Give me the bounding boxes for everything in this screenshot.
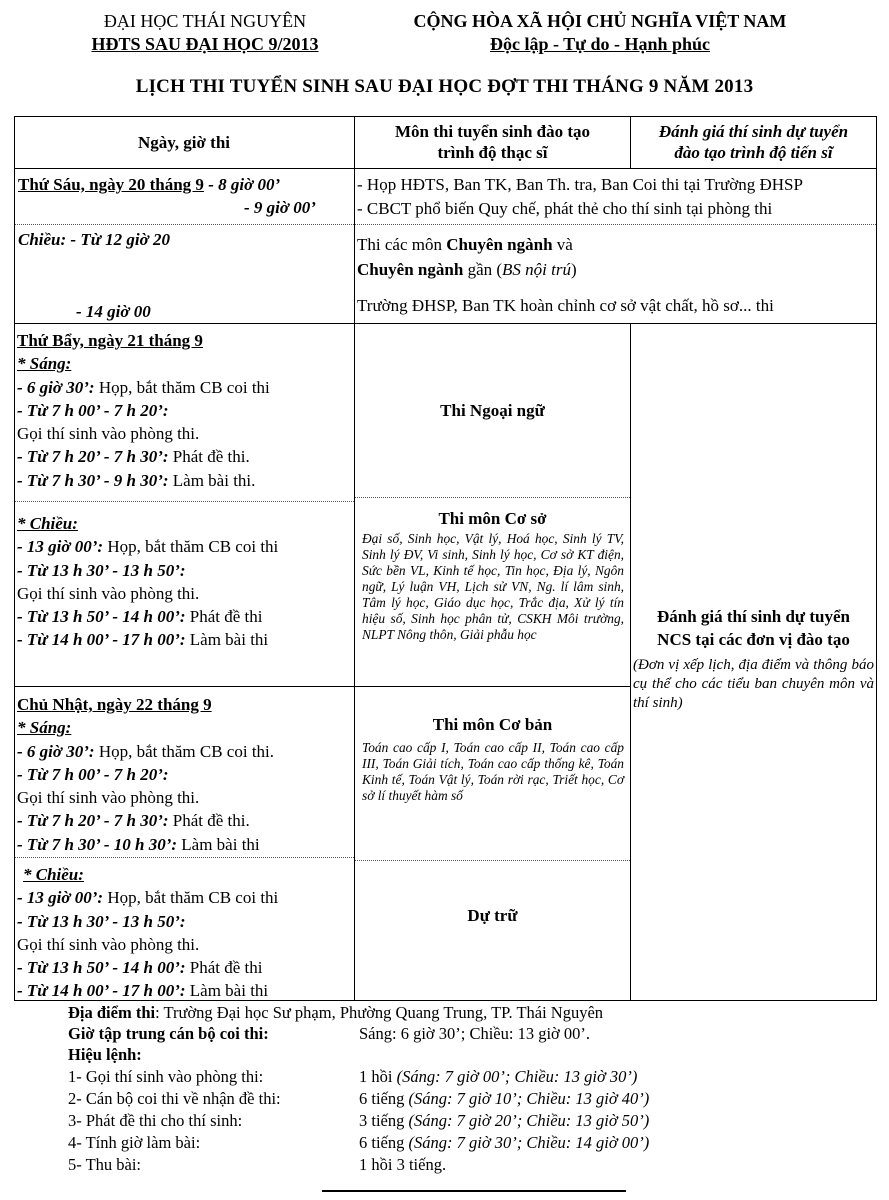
friday-activity-4a: Chuyên ngành [357,260,464,279]
sunday-m3-time: - Từ 7 h 20’ - 7 h 30’: [17,811,169,831]
sunday-m1-time: - 6 giờ 30’: [17,741,95,761]
saturday-afternoon-3 [17,605,353,628]
foreign-language-exam: Thi Ngoại ngữ [440,401,545,420]
friday-activity-3c: và [552,235,573,254]
gather-time-label: Giờ tập trung cán bộ coi thi: [68,1024,269,1043]
signal-2-time: (Sáng: 7 giờ 10’; Chiều: 13 giờ 40’) [408,1089,650,1108]
reserve-slot: Dự trữ [467,906,518,925]
signal-4-count: 6 tiếng [359,1133,409,1152]
sunday-row-divider [14,686,631,687]
friday-activity-2: - CBCT phổ biến Quy chế, phát thẻ cho thí sinh tại phòng thi [357,199,773,218]
friday-time-2: - 9 giờ 00’ [244,198,316,217]
table-border-top [14,116,876,117]
saturday-morning-1 [17,376,353,399]
saturday-a2-time: - Từ 13 h 30’ - 13 h 50’: [17,560,186,580]
org-name: ĐẠI HỌC THÁI NGUYÊN [103,11,307,31]
base-subject-title: Thi môn Cơ sở [438,509,547,528]
saturday-m3-desc: Phát đề thi. [168,447,250,467]
signal-3-value [359,1111,649,1131]
signals-label: Hiệu lệnh: [68,1045,142,1064]
saturday-morning-4 [17,469,353,492]
saturday-afternoon-schedule [17,512,353,652]
sunday-m4-time: - Từ 7 h 30’ - 10 h 30’: [17,834,178,854]
friday-activity-4d: ) [570,260,577,279]
base-subject-divider [355,497,630,498]
friday-activity-5: Trường ĐHSP, Ban TK hoàn chỉnh cơ sở vật chất, hồ sơ... thi [357,296,774,315]
sunday-afternoon-1 [17,886,353,909]
location-label: Địa điểm thi [68,1003,156,1022]
saturday-a4-desc: Làm bài thi [185,630,269,650]
closing-rule [322,1190,626,1192]
sunday-m1-desc: Họp, bắt thăm CB coi thi. [94,741,275,761]
sunday-m2-desc: Gọi thí sinh vào phòng thi. [17,788,200,808]
saturday-m3-time: - Từ 7 h 20’ - 7 h 30’: [17,447,169,467]
base-subject-list: Đại số, Sinh học, Vật lý, Hoá học, Sinh lý TV, Sinh lý ĐV, Vi sinh, Sinh lý học, Cơ sở KT điện, Sức bền VL, Kinh tế học, Tin học, Địa lý, Ngôn ngữ, Lý luận VH, Lịch sử VN, Ng. lí lâm sinh, Tâm lý học, Giáo dục học, Trắc địa, Xử lý tín hiệu số, Sinh học phân tử, CSKH Môi trường, NLPT Nông thôn, Giải phẫu học [362,531,624,642]
header-row-divider [14,168,877,169]
friday-activity-1: - Họp HĐTS, Ban TK, Ban Th. tra, Ban Coi thi tại Trường ĐHSP [357,175,803,194]
table-border-left [14,116,15,1000]
column-divider-1 [354,116,355,1000]
sunday-a4-time: - Từ 14 h 00’ - 17 h 00’: [17,981,186,1001]
sunday-a3-time: - Từ 13 h 50’ - 14 h 00’: [17,958,186,978]
signal-1-time: (Sáng: 7 giờ 00’; Chiều: 13 giờ 30’) [396,1067,638,1086]
sunday-afternoon-schedule [17,863,353,1003]
signal-3-count: 3 tiếng [359,1111,409,1130]
saturday-a3-desc: Phát đề thi [185,607,263,627]
core-subject-list: Toán cao cấp I, Toán cao cấp II, Toán cao cấp III, Toán Giải tích, Toán cao cấp thống kê, Toán Kinh tế, Toán Vật lý, Toán rời rạc, Triết học, Cơ sở lí thuyết hàm số [362,740,624,803]
sunday-afternoon: * Chiều: [23,865,84,884]
friday-activity-3b: Chuyên ngành [446,235,553,254]
saturday-m2-time: - Từ 7 h 00’ - 7 h 20’: [17,400,169,420]
reserve-divider [355,860,630,861]
sunday-morning-4 [17,833,353,856]
saturday-afternoon-divider [15,501,354,502]
saturday-afternoon-4 [17,628,353,651]
sunday-date: Chủ Nhật, ngày 22 tháng 9 [17,695,212,714]
sunday-a1-desc: Họp, bắt thăm CB coi thi [103,888,279,908]
saturday-morning: * Sáng: [17,354,72,374]
signal-2-value [359,1089,649,1109]
signal-4-value [359,1133,649,1153]
council-name: HĐTS SAU ĐẠI HỌC 9/2013 [91,34,319,54]
saturday-a2-desc: Gọi thí sinh vào phòng thi. [17,583,200,603]
location-value: : Trường Đại học Sư phạm, Phường Quang Trung, TP. Thái Nguyên [155,1003,604,1022]
col-header-masters [355,121,630,163]
motto: Độc lập - Tự do - Hạnh phúc [489,34,711,54]
exam-location [68,1003,603,1023]
core-subject-title: Thi môn Cơ bản [432,715,553,734]
sunday-m2-time: - Từ 7 h 00’ - 7 h 20’: [17,764,169,784]
signal-5-value [359,1155,446,1175]
signal-3-label: 3- Phát đề thi cho thí sinh: [68,1111,243,1130]
column-divider-2-bottom [630,324,631,1000]
sunday-a1-time: - 13 giờ 00’: [17,888,104,908]
saturday-a1-desc: Họp, bắt thăm CB coi thi [103,537,279,557]
sunday-afternoon-divider [15,857,354,858]
saturday-a1-time: - 13 giờ 00’: [17,537,104,557]
col-header-masters-line1: Môn thi tuyển sinh đào tạo [394,122,591,141]
col-header-date-time: Ngày, giờ thi [137,133,231,152]
saturday-morning-3 [17,445,353,468]
saturday-m2-desc: Gọi thí sinh vào phòng thi. [17,424,200,444]
friday-afternoon: Chiều: - Từ 12 giờ 20 [18,230,171,249]
signal-3-time: (Sáng: 7 giờ 20’; Chiều: 13 giờ 50’) [408,1111,650,1130]
signal-2-label: 2- Cán bộ coi thi về nhận đề thi: [68,1089,281,1108]
phd-title-line2: NCS tại các đơn vị đào tạo [657,630,850,649]
col-header-masters-line2: trình độ thạc sĩ [437,143,548,162]
table-border-right [876,116,877,1000]
saturday-schedule [17,329,353,492]
col-header-phd-line1: Đánh giá thí sinh dự tuyển [658,122,849,141]
friday-time-1: - 8 giờ 00’ [203,175,281,194]
phd-evaluation-note: (Đơn vị xếp lịch, địa điểm và thông báo cụ thể cho các tiểu ban chuyên môn và thí sinh) [633,657,874,711]
signal-5-label: 5- Thu bài: [68,1155,142,1174]
phd-title-line1: Đánh giá thí sinh dự tuyển [656,607,851,626]
sunday-morning-1 [17,740,353,763]
signal-1-count: 1 hồi [359,1067,397,1086]
sunday-schedule [17,693,353,856]
sunday-a2-time: - Từ 13 h 30’ - 13 h 50’: [17,911,186,931]
signal-1-label: 1- Gọi thí sinh vào phòng thi: [68,1067,264,1086]
signal-4-label: 4- Tính giờ làm bài: [68,1133,201,1152]
signal-1-value [359,1067,637,1087]
friday-activity-3 [357,235,573,255]
document-title: LỊCH THI TUYỂN SINH SAU ĐẠI HỌC ĐỢT THI THÁNG 9 NĂM 2013 [135,76,754,97]
friday-activity-4c: BS nội trú [502,260,571,279]
friday-date: Thứ Sáu, ngày 20 tháng 9 [18,175,204,194]
sunday-afternoon-3 [17,956,353,979]
saturday-m1-time: - 6 giờ 30’: [17,377,95,397]
saturday-a3-time: - Từ 13 h 50’ - 14 h 00’: [17,607,186,627]
saturday-a4-time: - Từ 14 h 00’ - 17 h 00’: [17,630,186,650]
nation-name: CỘNG HÒA XÃ HỘI CHỦ NGHĨA VIỆT NAM [413,11,787,31]
sunday-morning-3 [17,809,353,832]
signal-4-time: (Sáng: 7 giờ 30’; Chiều: 14 giờ 00’) [408,1133,650,1152]
sunday-afternoon-4 [17,979,353,1002]
sunday-a2-desc: Gọi thí sinh vào phòng thi. [17,934,200,954]
saturday-m1-desc: Họp, bắt thăm CB coi thi [94,377,270,397]
friday-activity-4 [357,260,577,280]
phd-evaluation-title [631,605,876,651]
col-header-phd [631,121,876,163]
saturday-m4-desc: Làm bài thi. [168,470,256,490]
gather-time-value: Sáng: 6 giờ 30’; Chiều: 13 giờ 00’. [359,1024,591,1043]
saturday-afternoon: * Chiều: [17,514,78,533]
friday-time-3: - 14 giờ 00 [76,302,151,321]
col-header-phd-line2: đào tạo trình độ tiến sĩ [674,143,833,162]
sunday-a3-desc: Phát đề thi [185,958,263,978]
friday-activity-3a: Thi các môn [357,235,447,254]
saturday-row-divider [14,323,877,324]
sunday-m3-desc: Phát đề thi. [168,811,250,831]
saturday-afternoon-1 [17,535,353,558]
sunday-m4-desc: Làm bài thi [177,834,260,854]
signal-2-count: 6 tiếng [359,1089,409,1108]
sunday-a4-desc: Làm bài thi [185,981,269,1001]
signal-5-count: 1 hồi 3 tiếng. [359,1155,447,1174]
friday-date-row [18,175,353,195]
friday-afternoon-divider [15,224,876,225]
saturday-date: Thứ Bẩy, ngày 21 tháng 9 [17,331,203,350]
friday-activity-4b: gần ( [463,260,503,279]
saturday-m4-time: - Từ 7 h 30’ - 9 h 30’: [17,470,169,490]
sunday-morning: * Sáng: [17,718,72,738]
